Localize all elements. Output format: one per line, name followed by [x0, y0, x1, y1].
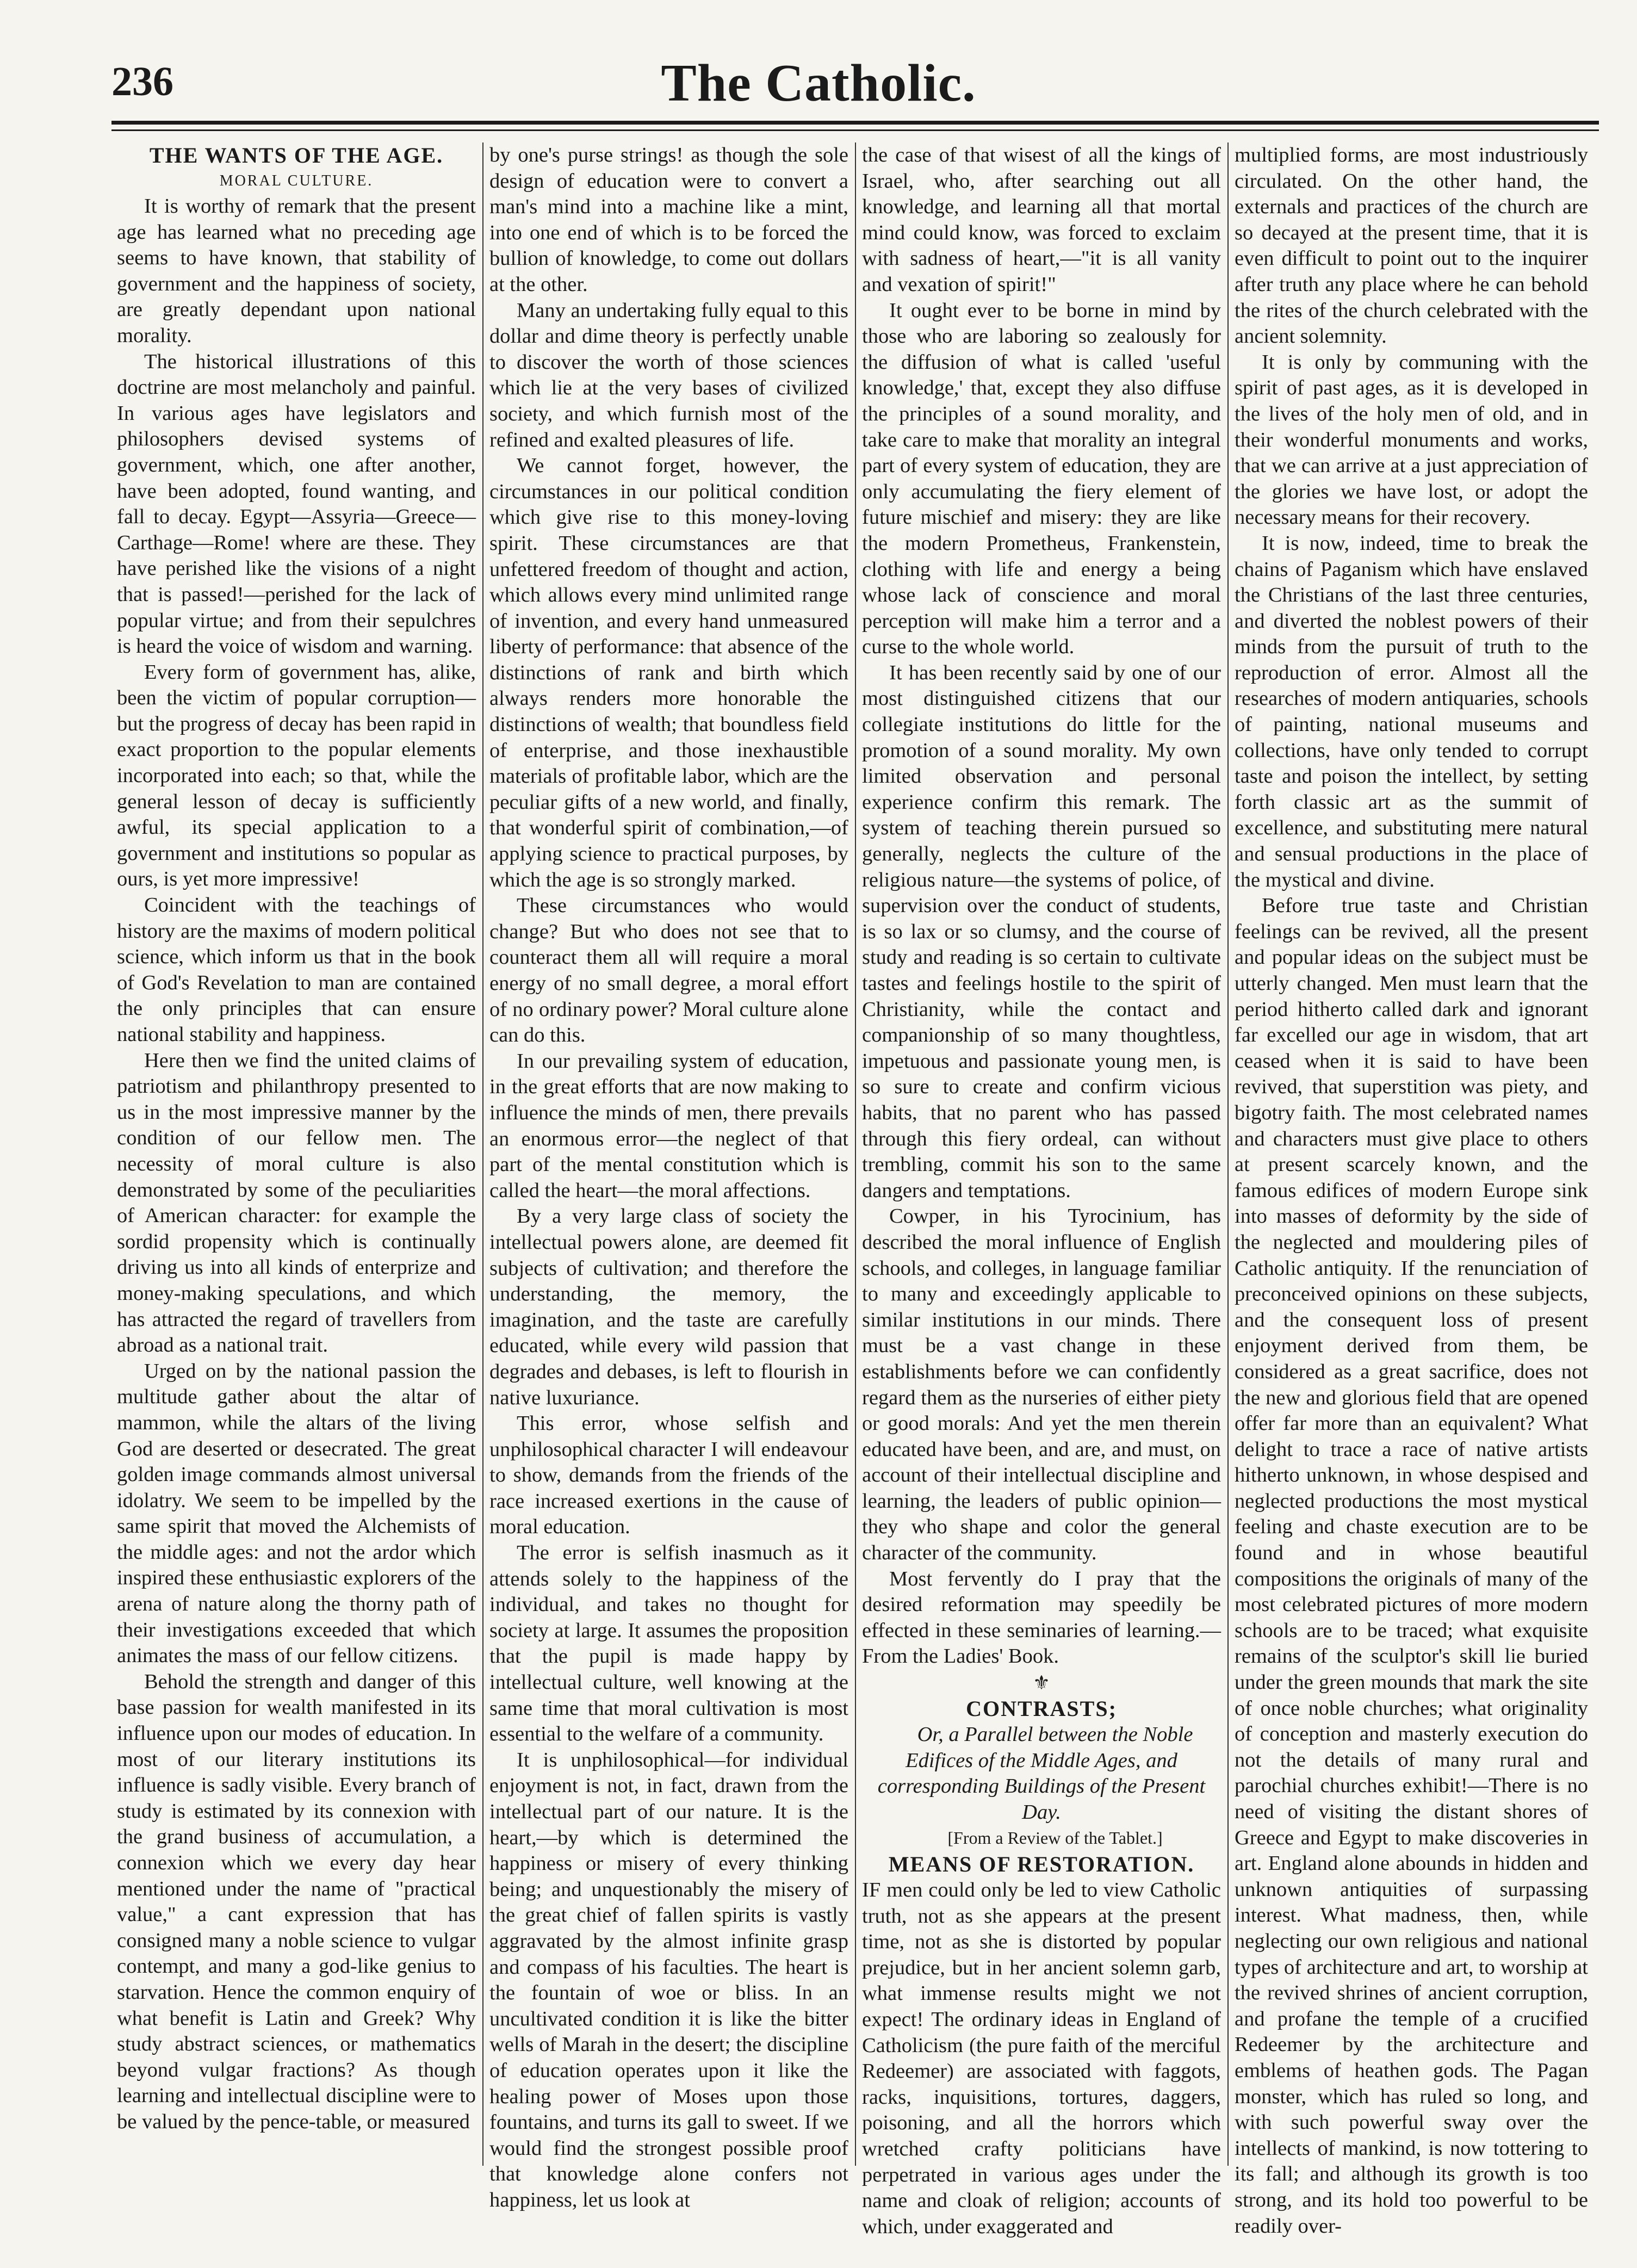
paragraph: by one's purse strings! as though the sole design of education were to convert a man's mind into a machine like a mint, into one end of which is to be forced the bullion of knowledge, to come out dollars at the other.: [489, 144, 848, 296]
article-heading: MEANS OF RESTORATION.: [888, 1852, 1195, 1876]
paragraph: Cowper, in his Tyrocinium, has described the moral influence of English schools, and colleges, in language familiar to many and exceedingly applicable to similar institutions in our minds. There must be a vast change in these establishments before we can confidently regard them as the nurseries of either piety or good morals: And yet the men therein educated have been, and are, and must, on account of their intellectual discipline and learning, the leaders of public opinion—they who shape and color the general character of the community.: [862, 1205, 1221, 1565]
article-subheading: MORAL CULTURE.: [219, 172, 374, 189]
column-divider: [855, 142, 856, 2166]
text-column-3: [862, 142, 1221, 2238]
article-subtitle: Or, a Parallel between the Noble Edifices of the Middle Ages, and corresponding Buildings of the Present Day.: [877, 1723, 1206, 1824]
paragraph: the case of that wisest of all the kings of Israel, who, after searching out all knowledge, and learning all that mortal mind could know, was forced to exclaim with sadness of heart,—"it is all vanity and vexation of spirit!": [862, 144, 1221, 296]
paragraph: IF men could only be led to view Catholic truth, not as she appears at the present time, not as she is distorted by popular prejudice, but in her ancient solemn garb, what immense results might we not expect! The ordinary ideas in England of Catholicism (the pure faith of the merciful Redeemer) are associated with faggots, racks, inquisitions, tortures, daggers, poisoning, and all the horrors which wretched crafty politicians have perpetrated in various ages under the name and cloak of religion; accounts of which, under exaggerated and: [862, 1879, 1221, 2238]
journal-title: The Catholic.: [661, 54, 976, 113]
paragraph: Urged on by the national passion the multitude gather about the altar of mammon, while the altars of the living God are deserted or desecrated. The great golden image commands almost universal idolatry. We seem to be impelled by the same spirit that moved the Alchemists of the middle ages: and not the ardor which inspired these enthusiastic explorers of the arena of nature along the thorny path of their investigations exceeded that which animates the mass of our fellow citizens.: [117, 1359, 476, 1668]
paragraph: It is now, indeed, time to break the chains of Paganism which have enslaved the Christians of the last three centuries, and diverted the noblest powers of their minds from the pursuit of truth to the reproduction of error. Almost all the researches of modern antiquaries, schools of painting, national museums and collections, have only tended to corrupt taste and poison the intellect, by setting forth classic art as the summit of excellence, and substituting mere natural and sensual productions in the place of the mystical and divine.: [1235, 531, 1588, 891]
text-column-4: [1235, 142, 1588, 2238]
text-column-2: [489, 142, 848, 2211]
paragraph: It is unphilosophical—for individual enjoyment is not, in fact, drawn from the intellectual part of our nature. It is the heart,—by which is determined the happiness or misery of every thinking being; and unquestionably the misery of the great chief of fallen spirits is vastly aggravated by the almost infinite grasp and compass of his faculties. The heart is the fountain of woe or bliss. In an uncultivated condition it is like the bitter wells of Marah in the desert; the discipline of education operates upon it like the healing power of Moses upon those fountains, and turns its gall to sweet. If we would find the strongest possible proof that knowledge alone confers not happiness, let us look at: [489, 1748, 848, 2211]
paragraph: Most fervently do I pray that the desired reformation may speedily be effected in these seminaries of learning.—From the Ladies' Book.: [862, 1567, 1221, 1668]
article-heading: THE WANTS OF THE AGE.: [149, 143, 444, 168]
paragraph: It ought ever to be borne in mind by those who are laboring so zealously for the diffusion of what is called 'useful knowledge,' that, except they also diffuse the principles of a sound morality, and take care to make that morality an integral part of every system of education, they are only accumulating the fiery element of future mischief and misery: they are like the modern Prometheus, Frankenstein, clothing with life and energy a being whose lack of conscience and moral perception will make him a terror and a curse to the whole world.: [862, 299, 1221, 659]
paragraph: Every form of government has, alike, been the victim of popular corruption—but the progress of decay has been rapid in exact proportion to the popular elements incorporated into each; so that, while the general lesson of decay is sufficiently awful, its special application to a government and institutions so popular as ours, is yet more impressive!: [117, 660, 476, 891]
column-divider: [482, 142, 483, 2166]
article-source: [From a Review of the Tablet.]: [947, 1828, 1163, 1848]
paragraph: By a very large class of society the intellectual powers alone, are deemed fit subjects of cultivation; and therefore the understanding, the memory, the imagination, and the taste are carefully educated, while every wild passion that degrades and debases, is left to flourish in native luxuriance.: [489, 1205, 848, 1409]
paragraph: Coincident with the teachings of history are the maxims of modern political science, which inform us that in the book of God's Revelation to man are contained the only principles that can ensure national stability and happiness.: [117, 894, 476, 1046]
page-number: 236: [111, 59, 173, 104]
paragraph: It is worthy of remark that the present age has learned what no preceding age seems to have known, that stability of government and the happiness of society, are greatly dependant upon national morality.: [117, 195, 476, 347]
paragraph: Many an undertaking fully equal to this dollar and dime theory is perfectly unable to discover the worth of those sciences which lie at the very bases of civilized society, and which furnish most of the refined and exalted pleasures of life.: [489, 299, 848, 451]
paragraph: Before true taste and Christian feelings can be revived, all the present and popular ideas on the subject must be utterly changed. Men must learn that the period hitherto called dark and ignorant far excelled our age in wisdom, that art ceased when it is said to have been revived, that superstition was piety, and bigotry faith. The most celebrated names and characters must give place to others at present scarcely known, and the famous edifices of modern Europe sink into masses of deformity by the side of the neglected and mouldering piles of Catholic antiquity. If the renunciation of preconceived opinions on these subjects, and the consequent loss of present enjoyment derived from them, be considered as a great sacrifice, does not the new and glorious field that are opened offer far more than an equivalent? What delight to trace a race of native artists hitherto unknown, in whose despised and neglected productions the most mystical feeling and chaste execution are to be found and in whose beautiful compositions the originals of many of the most celebrated pictures of more modern schools are to be traced; what exquisite remains of the sculptor's skill lie buried under the green mounds that mark the site of once noble churches; what originality of conception and masterly execution do not the details of many rural and parochial churches exhibit!—There is no need of visiting the distant shores of Greece and Egypt to make discoveries in art. England alone abounds in hidden and unknown antiquities of surpassing interest. What madness, then, while neglecting our own religious and national types of architecture and art, to worship at the revived shrines of ancient corruption, and profane the temple of a crucified Redeemer by the architecture and emblems of heathen gods. The Pagan monster, which has ruled so long, and with such powerful sway over the intellects of mankind, is now tottering to its fall; and although its growth is too strong, and its hold too powerful to be readily over-: [1235, 894, 1588, 2238]
paragraph: This error, whose selfish and unphilosophical character I will endeavour to show, demands from the friends of the race increased exertions in the cause of moral education.: [489, 1412, 848, 1539]
paragraph: multiplied forms, are most industriously circulated. On the other hand, the externals and practices of the church are so decayed at the present time, that it is even difficult to point out to the inquirer after truth any place where he can behold the rites of the church celebrated with the ancient solemnity.: [1235, 144, 1588, 348]
article-heading: CONTRASTS;: [966, 1696, 1117, 1721]
paragraph: Here then we find the united claims of patriotism and philanthropy presented to us in the most impressive manner by the condition of our fellow men. The necessity of moral culture is also demonstrated by some of the peculiarities of American character: for example the sordid propensity which is continually driving us into all kinds of enterprize and money-making speculations, and which has attracted the regard of travellers from abroad as a national trait.: [117, 1049, 476, 1357]
header-rule-thick: [111, 121, 1599, 125]
paragraph: We cannot forget, however, the circumstances in our political condition which give rise to this money-loving spirit. These circumstances are that unfettered freedom of thought and action, which allows every mind unlimited range of invention, and every hand unmeasured liberty of performance: that absence of the distinctions of rank and birth which always renders more honorable the distinctions of wealth; that boundless field of enterprise, and those inexhaustible materials of profitable labor, which are the peculiar gifts of a new world, and finally, that wonderful spirit of combination,—of applying science to practical purposes, by which the age is so strongly marked.: [489, 454, 848, 891]
paragraph: Behold the strength and danger of this base passion for wealth manifested in its influence upon our modes of education. In most of our literary institutions its influence is sadly visible. Every branch of study is estimated by its connexion with the grand business of accumulation, a connexion which we every day hear mentioned under the name of "practical value," a cant expression that has consigned many a noble science to vulgar contempt, and many a god-like genius to starvation. Hence the common enquiry of what benefit is Latin and Greek? Why study abstract sciences, or mathematics beyond vulgar fractions? As though learning and intellectual discipline were to be valued by the pence-table, or measured: [117, 1670, 476, 2133]
ornament-icon: ⚜: [1032, 1672, 1051, 1694]
column-divider: [1227, 142, 1229, 2166]
paragraph: It is only by communing with the spirit of past ages, as it is developed in the lives of the holy men of old, and in their wonderful monuments and works, that we can arrive at a just appreciation of the glories we have lost, or adopt the necessary means for their recovery.: [1235, 350, 1588, 529]
paragraph: These circumstances who would change? But who does not see that to counteract them all will require a moral energy of no small degree, a moral effort of no ordinary power? Moral culture alone can do this.: [489, 894, 848, 1047]
paragraph: It has been recently said by one of our most distinguished citizens that our collegiate institutions do little for the promotion of a sound morality. My own limited observation and personal experience confirm this remark. The system of teaching therein pursued so generally, neglects the culture of the religious nature—the systems of police, of supervision over the conduct of students, is so lax or so clumsy, and the course of study and reading is so certain to cultivate tastes and feelings hostile to the spirit of Christianity, while the contact and companionship of so many thoughtless, impetuous and passionate young men, is so sure to create and confirm vicious habits, that no parent who has passed through this fiery ordeal, can without trembling, commit his son to the same dangers and temptations.: [862, 661, 1221, 1202]
text-column-1: [117, 142, 476, 2166]
paragraph: The historical illustrations of this doctrine are most melancholy and painful. In various ages have legislators and philosophers devised systems of government, which, one after another, have been adopted, found wanting, and fall to decay. Egypt—Assyria—Greece—Carthage—Rome! where are these. They have perished like the visions of a night that is passed!—perished for the lack of popular virtue; and from their sepulchres is heard the voice of wisdom and warning.: [117, 350, 476, 658]
header-rule-thin: [111, 129, 1599, 131]
paragraph: In our prevailing system of education, in the great efforts that are now making to influence the minds of men, there prevails an enormous error—the neglect of that part of the mental constitution which is called the heart—the moral affections.: [489, 1049, 848, 1202]
paragraph: The error is selfish inasmuch as it attends solely to the happiness of the individual, and takes no thought for society at large. It assumes the proposition that the pupil is made happy by intellectual culture, well knowing at the same time that moral cultivation is most essential to the welfare of a community.: [489, 1541, 848, 1746]
